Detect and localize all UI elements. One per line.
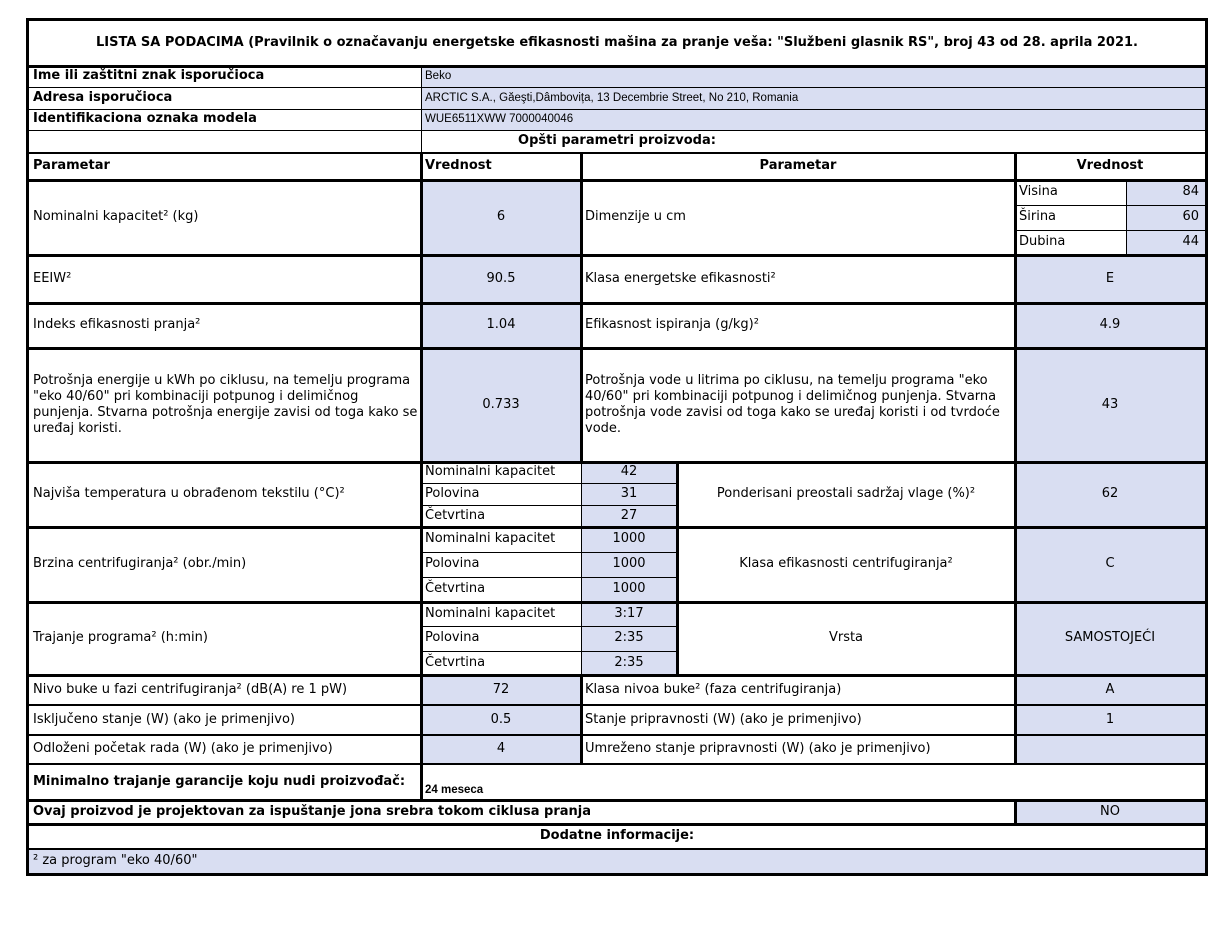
table-rule-horizontal: [29, 254, 1205, 257]
type-value: SAMOSTOJEĆI: [1015, 602, 1205, 675]
duration-load-half: Polovina: [425, 630, 480, 646]
table-rule-horizontal: [29, 526, 1205, 529]
footnote: ² za program "eko 40/60": [29, 849, 1205, 873]
guarantee-value: 24 meseca: [425, 783, 484, 796]
table-rule-horizontal: [1015, 230, 1205, 231]
table-rule-horizontal: [29, 302, 1205, 305]
dimension-width-label: Širina: [1019, 209, 1057, 225]
duration-half-value: 2:35: [581, 626, 677, 651]
table-rule-horizontal: [421, 577, 677, 578]
value-column-header-2: Vrednost: [1076, 158, 1144, 174]
table-rule-horizontal: [421, 552, 677, 553]
table-rule-horizontal: [29, 65, 1205, 68]
energy-class-value: E: [1015, 255, 1205, 303]
delay-start-label: Odloženi početak rada (W) (ako je primenjivo): [33, 741, 333, 757]
table-rule-vertical: [580, 153, 583, 462]
table-rule-horizontal: [1015, 205, 1205, 206]
dimensions-label: Dimenzije u cm: [585, 209, 686, 225]
delay-start-value: 4: [421, 735, 581, 764]
table-rule-horizontal: [421, 483, 677, 484]
sheet-title: LISTA SA PODACIMA (Pravilnik o označavanju energetske efikasnosti mašina za pranje veša: "Službeni glasnik RS", broj 43 od 28. aprila 2021.: [96, 35, 1138, 51]
spin-load-quarter: Četvrtina: [425, 581, 486, 597]
max-temp-half-value: 31: [581, 483, 677, 505]
dimension-width-value: 60: [1126, 205, 1205, 230]
duration-quarter-value: 2:35: [581, 651, 677, 675]
parameter-column-header: Parametar: [33, 158, 110, 174]
max-temp-label: Najviša temperatura u obrađenom tekstilu (°C)²: [33, 486, 345, 502]
networked-standby-value: [1015, 735, 1205, 764]
table-rule-vertical: [1014, 675, 1017, 764]
spin-full-value: 1000: [581, 527, 677, 552]
moisture-value: 62: [1015, 462, 1205, 527]
water-consumption-label: Potrošnja vode u litrima po ciklusu, na temelju programa "eko 40/60" pri kombinaciji potpunog i delimičnog punjenja. Stvarna potrošnja vode zavisi od toga kako se uređaj koristi i od tvrdoće vode.: [585, 372, 1000, 437]
max-temp-load-full: Nominalni kapacitet: [425, 464, 556, 480]
type-label: Vrsta: [828, 630, 864, 646]
spin-class-value: C: [1015, 527, 1205, 602]
guarantee-label: Minimalno trajanje garancije koju nudi proizvođač:: [33, 773, 406, 789]
spin-load-half: Polovina: [425, 556, 480, 572]
max-temp-load-half: Polovina: [425, 485, 480, 501]
model-id-value: WUE6511XWW 7000040046: [421, 109, 1205, 130]
table-rule-vertical: [1126, 180, 1127, 255]
spin-half-value: 1000: [581, 552, 677, 577]
table-rule-horizontal: [29, 87, 1205, 88]
silver-ions-label: Ovaj proizvod je projektovan za ispuštanje jona srebra tokom ciklusa pranja: [33, 803, 592, 819]
energy-consumption-value: 0.733: [421, 348, 581, 462]
standby-value: 1: [1015, 705, 1205, 735]
energy-class-label: Klasa energetske efikasnosti²: [585, 270, 776, 286]
table-rule-horizontal: [29, 130, 1205, 131]
table-rule-vertical: [1014, 153, 1017, 462]
rinse-value: 4.9: [1015, 303, 1205, 348]
max-temp-quarter-value: 27: [581, 505, 677, 527]
off-mode-value: 0.5: [421, 705, 581, 735]
dimension-depth-value: 44: [1126, 230, 1205, 255]
dimension-height-label: Visina: [1019, 184, 1058, 200]
value-column-header: Vrednost: [425, 158, 492, 174]
table-rule-horizontal: [29, 848, 1205, 850]
table-rule-horizontal: [29, 799, 1205, 802]
table-rule-vertical: [421, 66, 422, 153]
supplier-address-label: Adresa isporučioca: [33, 89, 173, 105]
table-rule-horizontal: [29, 461, 1205, 464]
table-rule-vertical: [1014, 462, 1017, 675]
standby-label: Stanje pripravnosti (W) (ako je primenjivo): [585, 711, 862, 727]
model-id-label: Identifikaciona oznaka modela: [33, 111, 257, 127]
off-mode-label: Isključeno stanje (W) (ako je primenjivo): [33, 711, 295, 727]
supplier-name-label: Ime ili zaštitni znak isporučioca: [33, 68, 265, 84]
spin-speed-label: Brzina centrifugiranja² (obr./min): [33, 556, 247, 572]
networked-standby-label: Umreženo stanje pripravnosti (W) (ako je primenjivo): [585, 741, 931, 757]
water-consumption-value: 43: [1015, 348, 1205, 462]
capacity-label: Nominalni kapacitet² (kg): [33, 209, 199, 225]
table-rule-horizontal: [29, 823, 1205, 826]
table-rule-vertical: [676, 462, 679, 675]
table-rule-horizontal: [421, 651, 677, 652]
table-rule-horizontal: [421, 505, 677, 506]
max-temp-load-quarter: Četvrtina: [425, 507, 486, 523]
duration-label: Trajanje programa² (h:min): [33, 630, 208, 646]
noise-label: Nivo buke u fazi centrifugiranja² (dB(A) re 1 pW): [33, 681, 348, 697]
max-temp-full-value: 42: [581, 462, 677, 483]
duration-full-value: 3:17: [581, 602, 677, 626]
eeiw-value: 90.5: [421, 255, 581, 303]
general-parameters-header: Opšti parametri proizvoda:: [518, 133, 716, 149]
noise-class-label: Klasa nivoa buke² (faza centrifugiranja): [585, 681, 842, 697]
spin-load-full: Nominalni kapacitet: [425, 531, 556, 547]
table-rule-vertical: [420, 153, 423, 800]
table-rule-horizontal: [29, 763, 1205, 765]
table-rule-horizontal: [421, 626, 677, 627]
noise-value: 72: [421, 675, 581, 705]
duration-load-quarter: Četvrtina: [425, 654, 486, 670]
spin-class-label: Klasa efikasnosti centrifugiranja²: [739, 556, 953, 572]
additional-info-header: Dodatne informacije:: [539, 828, 695, 844]
product-information-sheet: [26, 18, 1208, 876]
parameter-column-header-2: Parametar: [759, 158, 837, 174]
table-rule-vertical: [581, 462, 582, 675]
moisture-label: Ponderisani preostali sadržaj vlage (%)²: [716, 486, 976, 502]
table-rule-horizontal: [29, 109, 1205, 110]
eeiw-label: EEIW²: [33, 270, 72, 286]
dimension-height-value: 84: [1126, 180, 1205, 205]
table-rule-horizontal: [29, 152, 1205, 154]
rinse-label: Efikasnost ispiranja (g/kg)²: [585, 317, 759, 333]
table-rule-horizontal: [29, 601, 1205, 604]
table-rule-horizontal: [29, 704, 1205, 706]
noise-class-value: A: [1015, 675, 1205, 705]
supplier-address-value: ARCTIC S.A., Găeşti,Dâmbovița, 13 Decembrie Street, No 210, Romania: [421, 87, 1205, 109]
table-rule-horizontal: [29, 347, 1205, 350]
table-rule-horizontal: [29, 674, 1205, 677]
supplier-name-value: Beko: [421, 66, 1205, 87]
energy-consumption-label: Potrošnja energije u kWh po ciklusu, na temelju programa "eko 40/60" pri kombinaciji potpunog i delimičnog punjenja. Stvarna potrošnja energije zavisi od toga kako se uređaj koristi.: [33, 372, 418, 437]
wash-index-value: 1.04: [421, 303, 581, 348]
table-rule-vertical: [580, 675, 583, 764]
capacity-value: 6: [421, 180, 581, 255]
table-rule-vertical: [1014, 800, 1017, 824]
spin-quarter-value: 1000: [581, 577, 677, 602]
dimension-depth-label: Dubina: [1019, 234, 1066, 250]
wash-index-label: Indeks efikasnosti pranja²: [33, 317, 201, 333]
table-rule-horizontal: [29, 734, 1205, 736]
duration-load-full: Nominalni kapacitet: [425, 605, 556, 621]
silver-ions-value: NO: [1015, 800, 1205, 824]
table-rule-horizontal: [29, 179, 1205, 182]
